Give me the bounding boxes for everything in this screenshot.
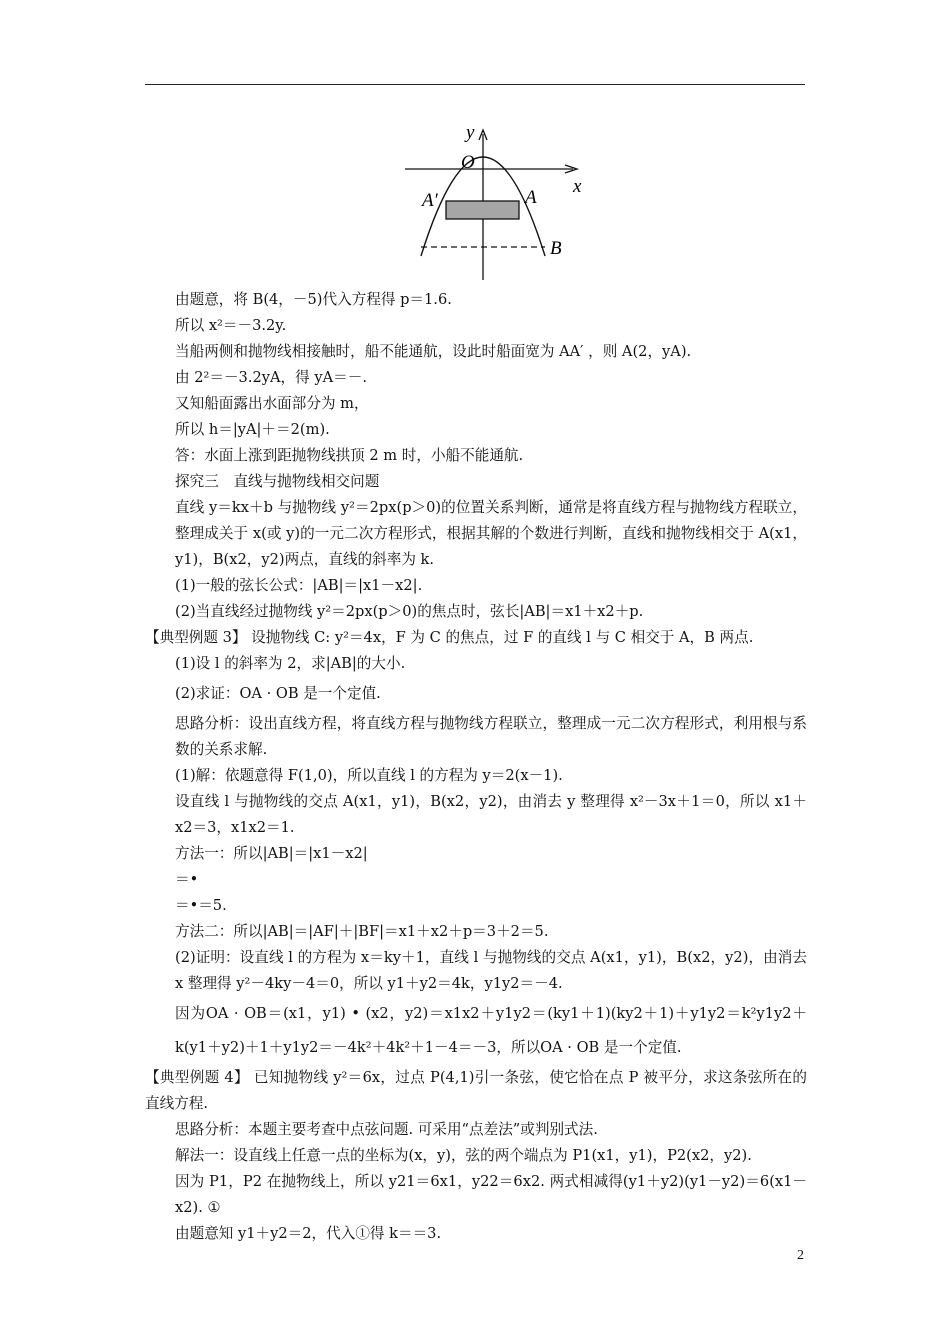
text-line: 答：水面上涨到距抛物线拱顶 2 m 时，小船不能通航.	[175, 447, 524, 464]
paragraph: 设直线 l 与抛物线的交点 A(x1，y1)，B(x2，y2)，由消去 y 整理得 x²－3x＋1＝0，所以 x1＋x2＝3，x1x2＝1.	[175, 793, 807, 836]
x-label: x	[573, 176, 582, 197]
text-line: 方法一：所以|AB|＝|x1－x2|	[175, 845, 368, 862]
text-line: 方法二：所以|AB|＝|AF|＋|BF|＝x1＋x2＋p＝3＋2＝5.	[175, 923, 549, 940]
text-line: 又知船面露出水面部分为 m，	[175, 395, 369, 412]
paragraph: 因为 P1，P2 在抛物线上，所以 y21＝6x1，y22＝6x2. 两式相减得(y1＋y2)(y1－y2)＝6(x1－x2). ①	[175, 1173, 807, 1216]
text-line: 由题意，将 B(4，－5)代入方程得 p＝1.6.	[175, 291, 452, 308]
example-heading: 【典型例题 3】 设抛物线 C: y²＝4x，F 为 C 的焦点，过 F 的直线 l 与 C 相交于 A，B 两点.	[145, 629, 754, 646]
origin-label: O	[461, 152, 475, 173]
text-line: 所以 h＝|yA|＋＝2(m).	[175, 421, 330, 438]
paragraph: 直线 y＝kx＋b 与抛物线 y²＝2px(p＞0)的位置关系判断，通常是将直线方程与抛物线方程联立，整理成关于 x(或 y)的一元二次方程形式，根据其解的个数进行判断，直线和抛物线相交于 A(x1，y1)，B(x2，y2)两点，直线的斜率为 k.	[175, 499, 807, 568]
header-rule	[145, 84, 805, 85]
parabola-bridge-figure	[405, 118, 595, 284]
text-line: (1)设 l 的斜率为 2，求|AB|的大小.	[175, 655, 406, 672]
text-line: 当船两侧和抛物线相接触时，船不能通航，设此时船面宽为 AA′ ，则 A(2，yA).	[175, 343, 692, 360]
paragraph: (2)证明：设直线 l 的方程为 x＝ky＋1，直线 l 与抛物线的交点 A(x1，y1)，B(x2，y2)，由消去 x 整理得 y²－4ky－4＝0，所以 y1＋y2＝4k，y1y2＝－4.	[175, 949, 807, 992]
text-line: (1)解：依题意得 F(1,0)，所以直线 l 的方程为 y＝2(x－1).	[175, 767, 563, 784]
y-label: y	[466, 122, 475, 143]
text-line: (1)一般的弦长公式：|AB|＝|x1－x2|.	[175, 577, 423, 594]
text-line: (2)求证：OA · OB 是一个定值.	[175, 685, 381, 702]
text-line: 由 2²＝－3.2yA，得 yA＝－.	[175, 369, 367, 386]
paragraph: 思路分析：设出直线方程，将直线方程与抛物线方程联立，整理成一元二次方程形式，利用根与系数的关系求解.	[175, 715, 807, 758]
a-prime-label: A′	[422, 190, 438, 211]
text-line: ＝•＝5.	[175, 897, 227, 914]
boat-rect	[446, 201, 519, 219]
text-line: (2)当直线经过抛物线 y²＝2px(p＞0)的焦点时，弦长|AB|＝x1＋x2＋p.	[175, 603, 644, 620]
document-body	[145, 287, 807, 1247]
section-heading: 探究三 直线与抛物线相交问题	[175, 473, 380, 490]
text-line: ＝•	[175, 871, 199, 888]
text-line: 由题意知 y1＋y2＝2，代入①得 k＝＝3.	[175, 1225, 442, 1242]
paragraph: 因为OA · OB＝(x1，y1) • (x2，y2)＝x1x2＋y1y2＝(ky1＋1)(ky2＋1)＋y1y2＝k²y1y2＋k(y1＋y2)＋1＋y1y2＝－4k²＋4k²＋1－4＝－3，所以OA · OB 是一个定值.	[175, 1005, 807, 1056]
text-line: 所以 x²＝－3.2y.	[175, 317, 287, 334]
b-label: B	[550, 238, 562, 259]
text-line: 解法一：设直线上任意一点的坐标为(x，y)，弦的两个端点为 P1(x1，y1)，P2(x2，y2).	[175, 1147, 752, 1164]
page-number: 2	[797, 1248, 804, 1263]
text-line: 思路分析：本题主要考查中点弦问题. 可采用“点差法”或判别式法.	[175, 1121, 598, 1138]
a-label: A	[525, 187, 537, 208]
example-heading: 【典型例题 4】 已知抛物线 y²＝6x，过点 P(4,1)引一条弦，使它恰在点 P 被平分，求这条弦所在的直线方程.	[145, 1069, 807, 1112]
